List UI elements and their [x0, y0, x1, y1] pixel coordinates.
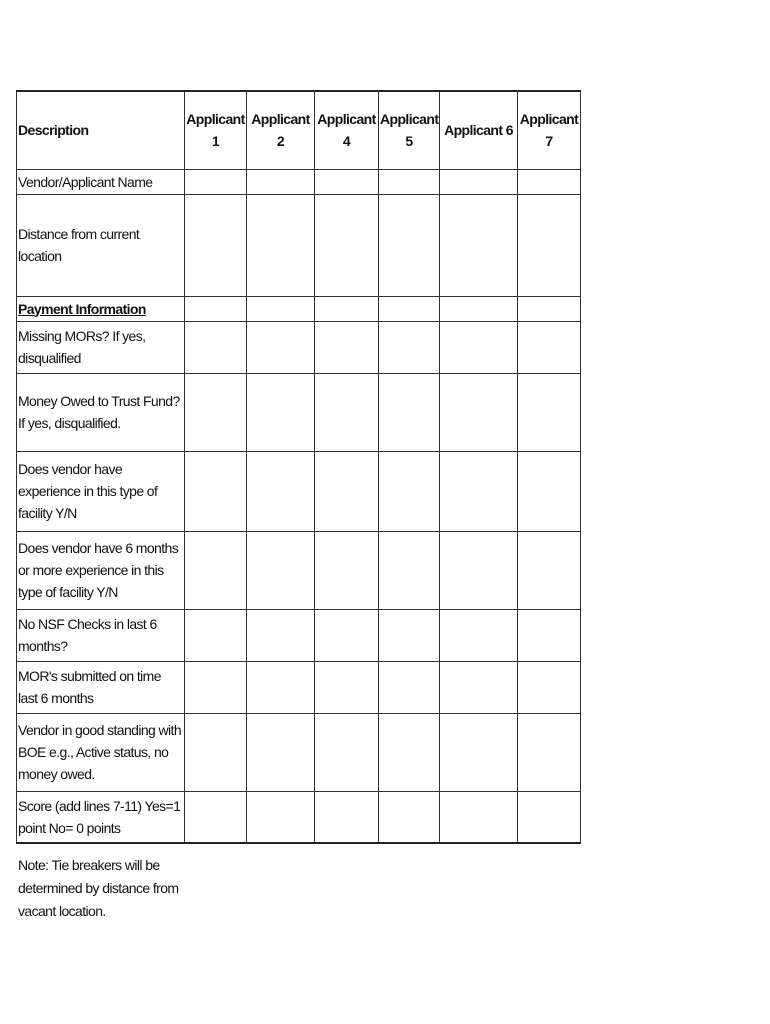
table-cell[interactable] — [315, 661, 379, 713]
table-cell[interactable] — [185, 321, 247, 373]
table-cell[interactable] — [315, 451, 379, 531]
table-cell[interactable] — [518, 609, 581, 661]
table-cell[interactable] — [315, 194, 379, 296]
table-cell[interactable] — [379, 531, 440, 609]
row-label-missing-mors: Missing MORs? If yes, disqualified — [17, 321, 185, 373]
table-cell[interactable] — [379, 169, 440, 194]
row-label-six-months-experience: Does vendor have 6 months or more experience in this type of facility Y/N — [17, 531, 185, 609]
column-header-applicant-4: Applicant 4 — [315, 91, 379, 169]
table-row — [17, 661, 581, 713]
table-cell[interactable] — [247, 661, 315, 713]
table-cell[interactable] — [247, 451, 315, 531]
table-cell[interactable] — [440, 713, 518, 791]
table-cell[interactable] — [315, 373, 379, 451]
table-cell[interactable] — [379, 296, 440, 321]
table-cell[interactable] — [379, 194, 440, 296]
table-cell[interactable] — [185, 791, 247, 843]
row-label-score: Score (add lines 7-11) Yes=1 point No= 0 points — [17, 791, 185, 843]
table-cell[interactable] — [440, 321, 518, 373]
table-cell[interactable] — [440, 531, 518, 609]
row-label-mors-on-time: MOR's submitted on time last 6 months — [17, 661, 185, 713]
table-cell[interactable] — [518, 791, 581, 843]
table-row — [17, 194, 581, 296]
column-header-applicant-7: Applicant 7 — [518, 91, 581, 169]
table-cell[interactable] — [247, 296, 315, 321]
table-cell[interactable] — [315, 296, 379, 321]
column-header-applicant-2: Applicant 2 — [247, 91, 315, 169]
table-cell[interactable] — [247, 531, 315, 609]
table-cell[interactable] — [247, 169, 315, 194]
table-row — [17, 321, 581, 373]
table-cell[interactable] — [518, 194, 581, 296]
table-cell[interactable] — [379, 791, 440, 843]
table-cell[interactable] — [518, 451, 581, 531]
applicant-evaluation-table — [16, 90, 581, 844]
table-cell[interactable] — [440, 169, 518, 194]
table-cell[interactable] — [440, 661, 518, 713]
table-cell[interactable] — [379, 321, 440, 373]
table-cell[interactable] — [379, 661, 440, 713]
table-row — [17, 451, 581, 531]
table-cell[interactable] — [518, 169, 581, 194]
table-cell[interactable] — [247, 321, 315, 373]
table-cell[interactable] — [518, 321, 581, 373]
table-cell[interactable] — [379, 609, 440, 661]
table-cell[interactable] — [440, 194, 518, 296]
table-row — [17, 169, 581, 194]
table-row — [17, 296, 581, 321]
table-cell[interactable] — [185, 169, 247, 194]
table-cell[interactable] — [315, 531, 379, 609]
table-cell[interactable] — [518, 661, 581, 713]
table-row — [17, 373, 581, 451]
row-label-nsf-checks: No NSF Checks in last 6 months? — [17, 609, 185, 661]
table-cell[interactable] — [247, 194, 315, 296]
table-cell[interactable] — [185, 296, 247, 321]
table-cell[interactable] — [315, 169, 379, 194]
table-row — [17, 531, 581, 609]
table-cell[interactable] — [315, 713, 379, 791]
table-cell[interactable] — [185, 451, 247, 531]
table-cell[interactable] — [185, 194, 247, 296]
table-cell[interactable] — [440, 791, 518, 843]
table-cell[interactable] — [440, 609, 518, 661]
table-cell[interactable] — [315, 791, 379, 843]
evaluation-sheet — [16, 90, 581, 844]
table-cell[interactable] — [185, 661, 247, 713]
column-header-applicant-1: Applicant 1 — [185, 91, 247, 169]
row-label-good-standing: Vendor in good standing with BOE e.g., Active status, no money owed. — [17, 713, 185, 791]
table-cell[interactable] — [518, 296, 581, 321]
table-cell[interactable] — [379, 713, 440, 791]
row-label-experience: Does vendor have experience in this type of facility Y/N — [17, 451, 185, 531]
column-header-description: Description — [17, 91, 185, 169]
table-cell[interactable] — [247, 713, 315, 791]
table-cell[interactable] — [315, 321, 379, 373]
header-row — [17, 91, 581, 169]
table-cell[interactable] — [247, 791, 315, 843]
row-label-money-owed: Money Owed to Trust Fund? If yes, disqualified. — [17, 373, 185, 451]
table-row — [17, 713, 581, 791]
column-header-applicant-6: Applicant 6 — [440, 91, 518, 169]
row-label-vendor-name: Vendor/Applicant Name — [17, 169, 185, 194]
row-label-distance: Distance from current location — [17, 194, 185, 296]
table-cell[interactable] — [440, 451, 518, 531]
table-row — [17, 791, 581, 843]
table-cell[interactable] — [379, 451, 440, 531]
table-cell[interactable] — [185, 373, 247, 451]
table-cell[interactable] — [185, 609, 247, 661]
table-cell[interactable] — [185, 531, 247, 609]
table-cell[interactable] — [185, 713, 247, 791]
tie-breaker-note: Note: Tie breakers will be determined by distance from vacant location. — [18, 857, 179, 919]
table-cell[interactable] — [379, 373, 440, 451]
table-cell[interactable] — [518, 531, 581, 609]
table-cell[interactable] — [440, 373, 518, 451]
column-header-applicant-5: Applicant 5 — [379, 91, 440, 169]
table-cell[interactable] — [247, 609, 315, 661]
table-cell[interactable] — [518, 373, 581, 451]
table-cell[interactable] — [315, 609, 379, 661]
row-label-payment-information: Payment Information — [17, 296, 185, 321]
table-cell[interactable] — [440, 296, 518, 321]
table-cell[interactable] — [247, 373, 315, 451]
table-row — [17, 609, 581, 661]
table-cell[interactable] — [518, 713, 581, 791]
